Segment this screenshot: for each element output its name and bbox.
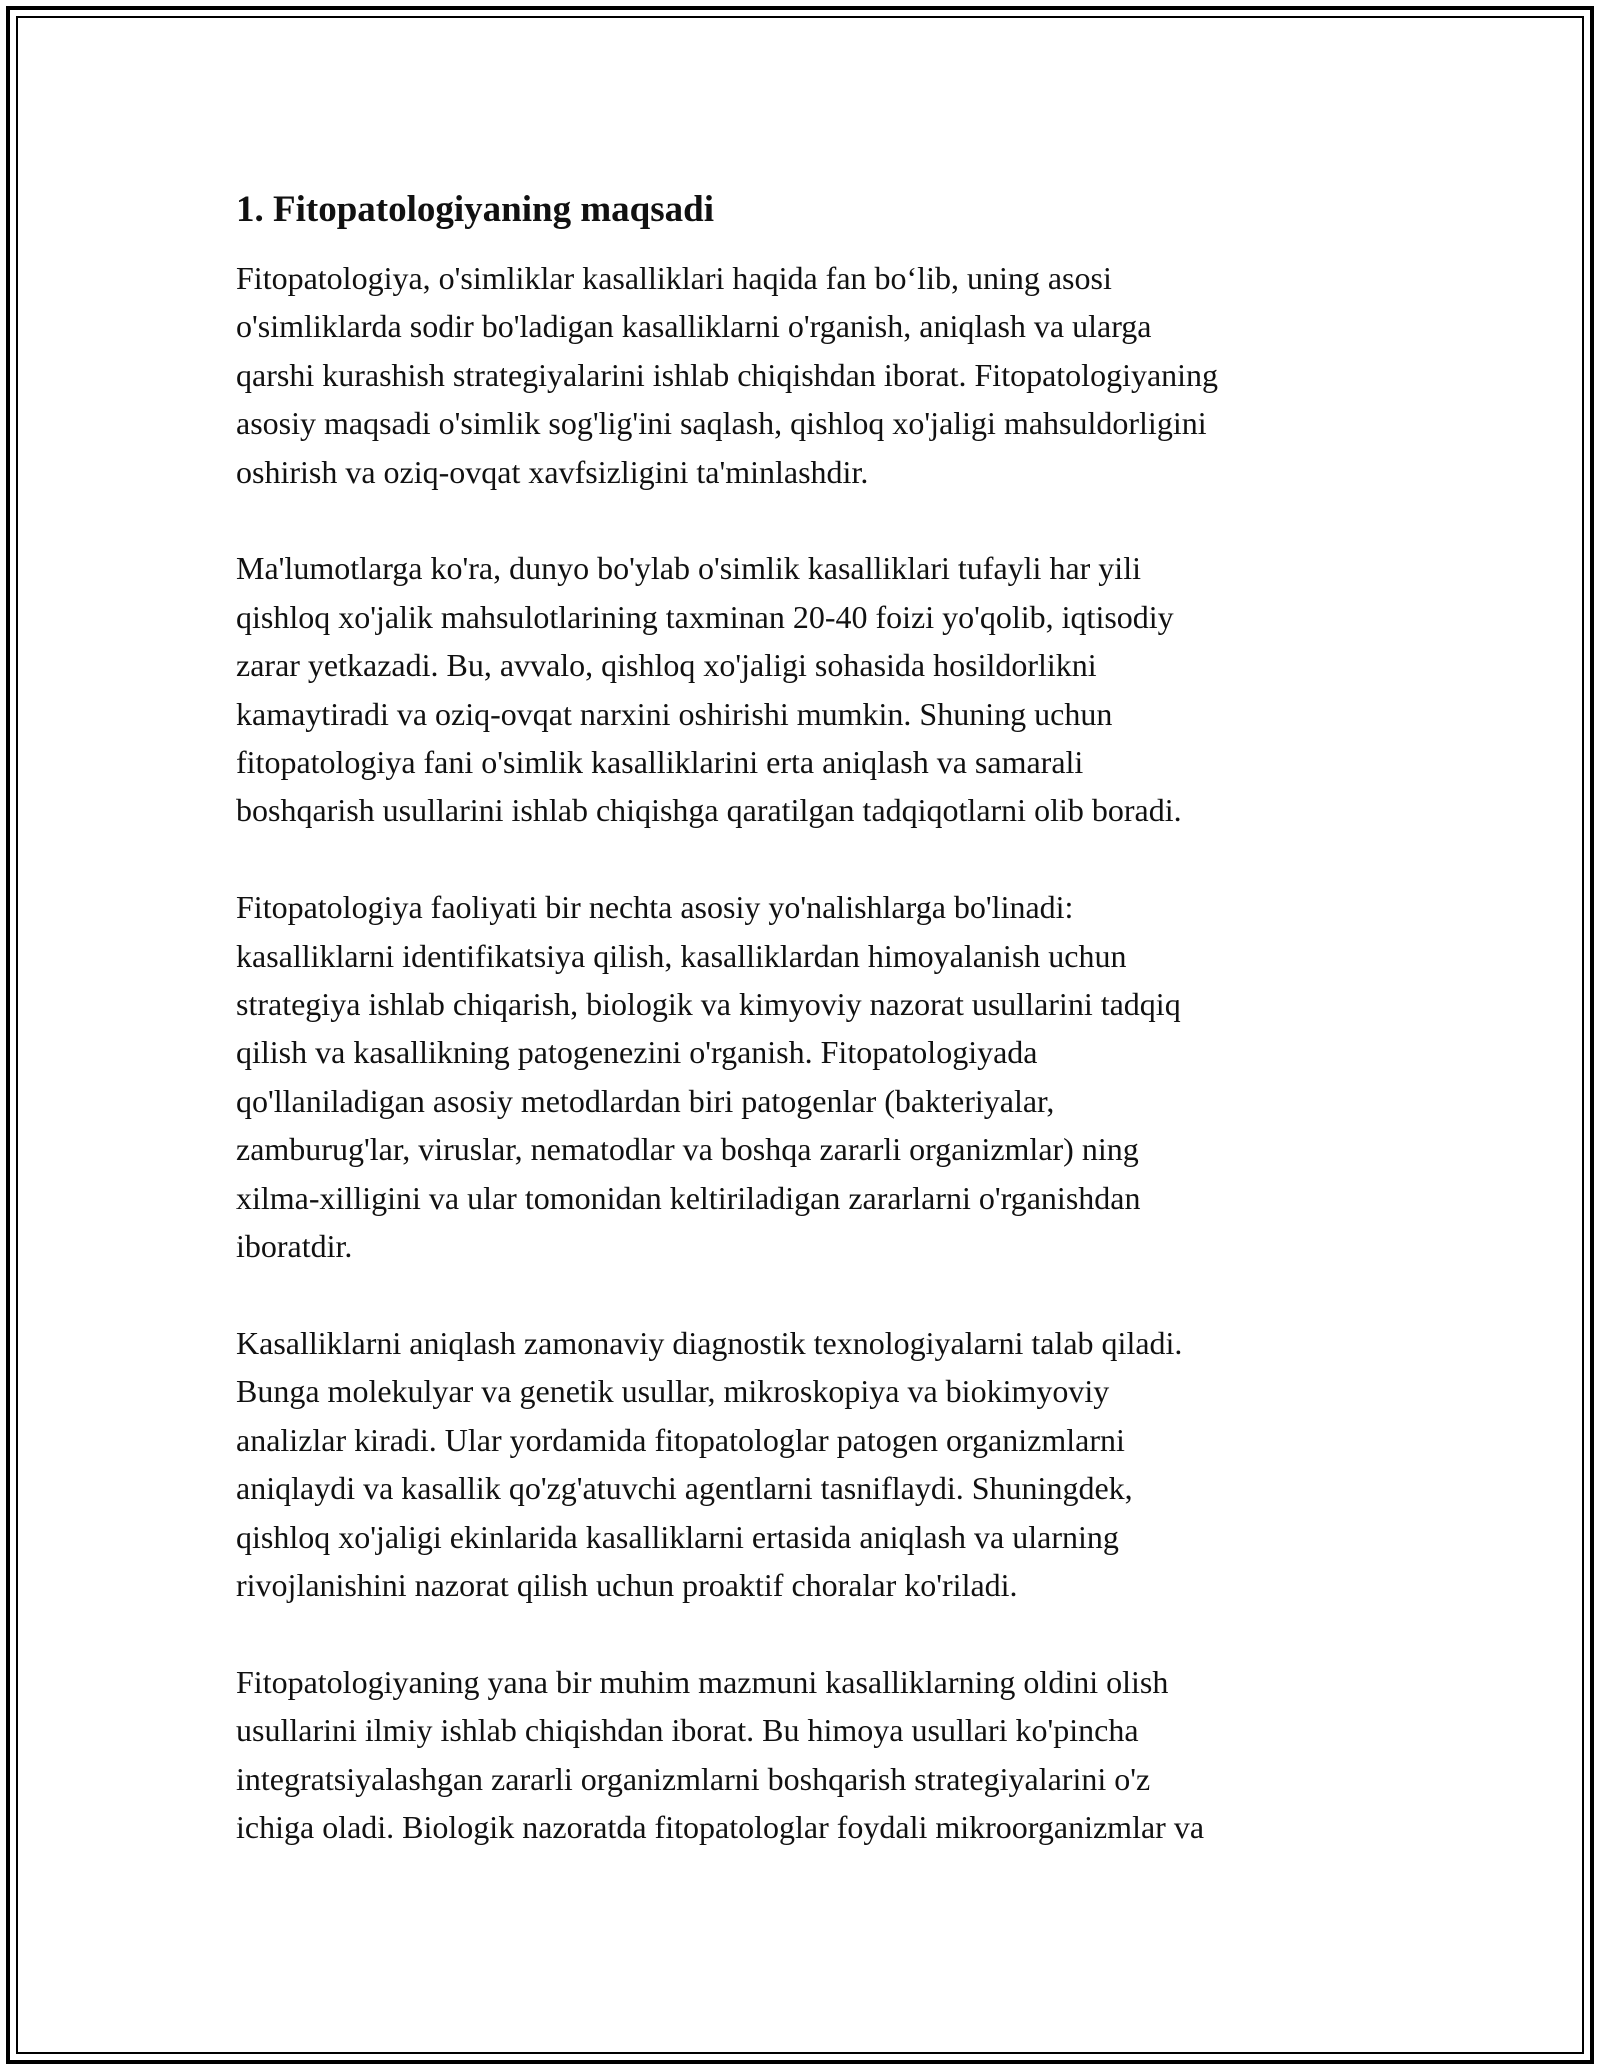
document-body (236, 186, 1366, 1900)
text-line: zamburug'lar, viruslar, nematodlar va boshqa zararli organizmlar) ning (236, 1131, 1139, 1168)
text-line: strategiya ishlab chiqarish, biologik va kimyoviy nazorat usullarini tadqiq (236, 986, 1181, 1023)
text-line: aniqlaydi va kasallik qo'zg'atuvchi agentlarni tasniflaydi. Shuningdek, (236, 1470, 1133, 1507)
text-line: Ma'lumotlarga ko'ra, dunyo bo'ylab o'simlik kasalliklari tufayli har yili (236, 550, 1141, 587)
text-line: fitopatologiya fani o'simlik kasalliklarini erta aniqlash va samarali (236, 744, 1084, 781)
text-line: kamaytiradi va oziq-ovqat narxini oshirishi mumkin. Shuning uchun (236, 695, 1113, 732)
paragraph-3 (236, 883, 1366, 1270)
text-line: zarar yetkazadi. Bu, avvalo, qishloq xo'jaligi sohasida hosildorlikni (236, 647, 1097, 684)
text-line: analizlar kiradi. Ular yordamida fitopatologlar patogen organizmlarni (236, 1421, 1125, 1458)
text-line: Fitopatologiyaning yana bir muhim mazmuni kasalliklarning oldini olish (236, 1663, 1169, 1700)
text-line: ichiga oladi. Biologik nazoratda fitopatologlar foydali mikroorganizmlar va (236, 1808, 1205, 1845)
text-line: integratsiyalashgan zararli organizmlarni boshqarish strategiyalarini o'z (236, 1760, 1151, 1797)
text-line: usullarini ilmiy ishlab chiqishdan iborat. Bu himoya usullari ko'pincha (236, 1712, 1139, 1749)
text-line: Kasalliklarni aniqlash zamonaviy diagnostik texnologiyalarni talab qiladi. (236, 1324, 1183, 1361)
text-line: oshirish va oziq-ovqat xavfsizligini ta'minlashdir. (236, 453, 869, 490)
text-line: qarshi kurashish strategiyalarini ishlab chiqishdan iborat. Fitopatologiyaning (236, 356, 1219, 393)
paragraph-4 (236, 1319, 1366, 1609)
text-line: iboratdir. (236, 1228, 353, 1265)
text-line: qishloq xo'jalik mahsulotlarining taxminan 20-40 foizi yo'qolib, iqtisodiy (236, 598, 1174, 635)
text-line: qishloq xo'jaligi ekinlarida kasalliklarni ertasida aniqlash va ularning (236, 1518, 1119, 1555)
text-line: Bunga molekulyar va genetik usullar, mikroskopiya va biokimyoviy (236, 1373, 1110, 1410)
text-line: rivojlanishini nazorat qilish uchun proaktif choralar ko'riladi. (236, 1566, 1018, 1603)
text-line: qilish va kasallikning patogenezini o'rganish. Fitopatologiyada (236, 1034, 1038, 1071)
paragraph-5 (236, 1658, 1366, 1852)
text-line: asosiy maqsadi o'simlik sog'lig'ini saqlash, qishloq xo'jaligi mahsuldorligini (236, 405, 1207, 442)
text-line: Fitopatologiya, o'simliklar kasalliklari haqida fan bo‘lib, uning asosi (236, 260, 1112, 296)
paragraph-1 (236, 254, 1366, 496)
text-line: qo'llaniladigan asosiy metodlardan biri patogenlar (bakteriyalar, (236, 1082, 1055, 1119)
text-line: o'simliklarda sodir bo'ladigan kasalliklarni o'rganish, aniqlash va ularga (236, 308, 1152, 345)
text-line: kasalliklarni identifikatsiya qilish, kasalliklardan himoyalanish uchun (236, 937, 1127, 974)
text-line: Fitopatologiya faoliyati bir nechta asosiy yo'nalishlarga bo'linadi: (236, 889, 1074, 926)
paragraph-2 (236, 544, 1366, 834)
text-line: boshqarish usullarini ishlab chiqishga qaratilgan tadqiqotlarni olib boradi. (236, 792, 1182, 829)
text-line: xilma-xilligini va ular tomonidan keltiriladigan zararlarni o'rganishdan (236, 1179, 1141, 1216)
section-heading: 1. Fitopatologiyaning maqsadi (236, 189, 715, 230)
